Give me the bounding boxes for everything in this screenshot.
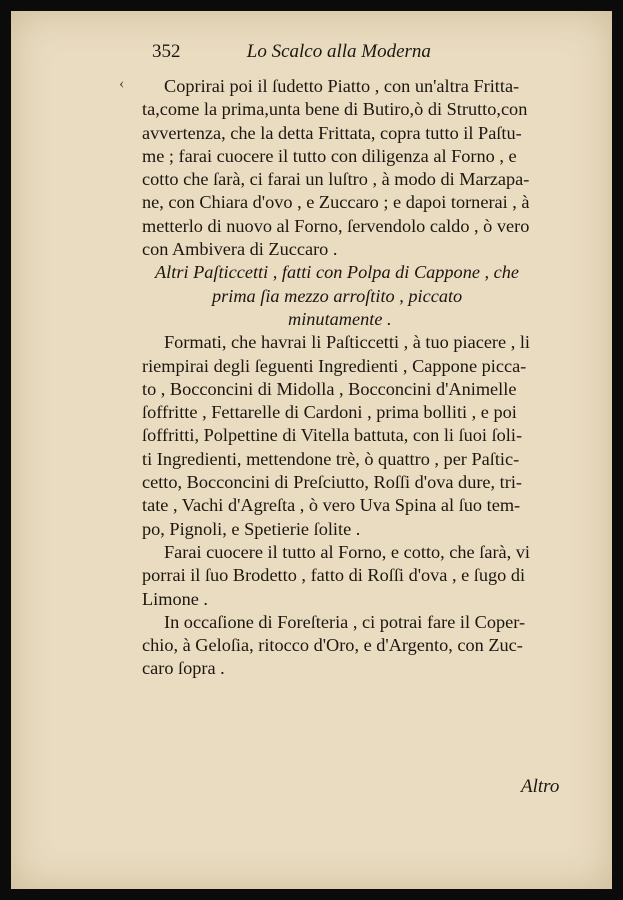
text-line: ta,come la prima,unta bene di Butiro,ò di Strutto,con xyxy=(142,99,528,120)
paragraph-3 xyxy=(142,541,587,611)
text-line: riempirai degli ſeguenti Ingredienti , Cappone picca- xyxy=(142,355,527,376)
page-header xyxy=(152,41,431,63)
text-line: po, Pignoli, e Spetierie ſolite . xyxy=(142,518,361,539)
body-text xyxy=(142,75,587,681)
paragraph-4 xyxy=(142,611,587,681)
text-line: In occaſione di Foreſteria , ci potrai fare il Coper- xyxy=(164,611,526,632)
text-line: caro ſopra . xyxy=(142,658,225,679)
text-line: ſoffritte , Fettarelle di Cardoni , prima bolliti , e poi xyxy=(142,402,517,423)
heading-line: Altri Paſticcetti , fatti con Polpa di Cappone , che xyxy=(155,262,520,283)
text-line: metterlo di nuovo al Forno, ſervendolo caldo , ò vero xyxy=(142,215,530,236)
text-line: chio, à Geloſia, ritocco d'Oro, e d'Argento, con Zuc- xyxy=(142,635,523,656)
text-line: Limone . xyxy=(142,588,209,609)
margin-mark: ‹ xyxy=(119,75,125,92)
page-number: 352 xyxy=(152,41,181,62)
text-line: porrai il ſuo Brodetto , fatto di Roſſi d'ova , e ſugo di xyxy=(142,565,526,586)
heading-line: prima ſia mezzo arroſtito , piccato xyxy=(212,285,463,306)
book-page xyxy=(11,11,612,889)
text-line: cetto, Bocconcini di Preſciutto, Roſſi d'ova dure, tri- xyxy=(142,472,523,493)
text-line: tate , Vachi d'Agreſta , ò vero Uva Spina al ſuo tem- xyxy=(142,495,521,516)
text-line: cotto che ſarà, ci farai un luſtro , à modo di Marzapa- xyxy=(142,169,530,190)
text-line: me ; farai cuocere il tutto con diligenza al Forno , e xyxy=(142,145,517,166)
recipe-heading xyxy=(142,261,587,331)
text-line: Formati, che havrai li Paſticcetti , à tuo piacere , li xyxy=(164,332,530,353)
heading-line: minutamente . xyxy=(288,308,392,329)
text-line: to , Bocconcini di Midolla , Bocconcini d'Animelle xyxy=(142,378,517,399)
paragraph-2 xyxy=(142,331,587,541)
text-line: avvertenza, che la detta Frittata, copra tutto il Paſtu- xyxy=(142,122,522,143)
catchword: Altro xyxy=(521,776,560,797)
text-line: ſoffritti, Polpettine di Vitella battuta, con li ſuoi ſoli- xyxy=(142,425,523,446)
text-line: ti Ingredienti, mettendone trè, ò quattro , per Paſtic- xyxy=(142,448,520,469)
paragraph-1 xyxy=(142,75,587,261)
text-line: Farai cuocere il tutto al Forno, e cotto, che ſarà, vi xyxy=(164,541,530,562)
running-head: Lo Scalco alla Moderna xyxy=(246,41,431,62)
text-line: ne, con Chiara d'ovo , e Zuccaro ; e dapoi tornerai , à xyxy=(142,192,530,213)
text-line: con Ambivera di Zuccaro . xyxy=(142,239,338,260)
text-line: Coprirai poi il ſudetto Piatto , con un'altra Fritta- xyxy=(164,76,520,96)
